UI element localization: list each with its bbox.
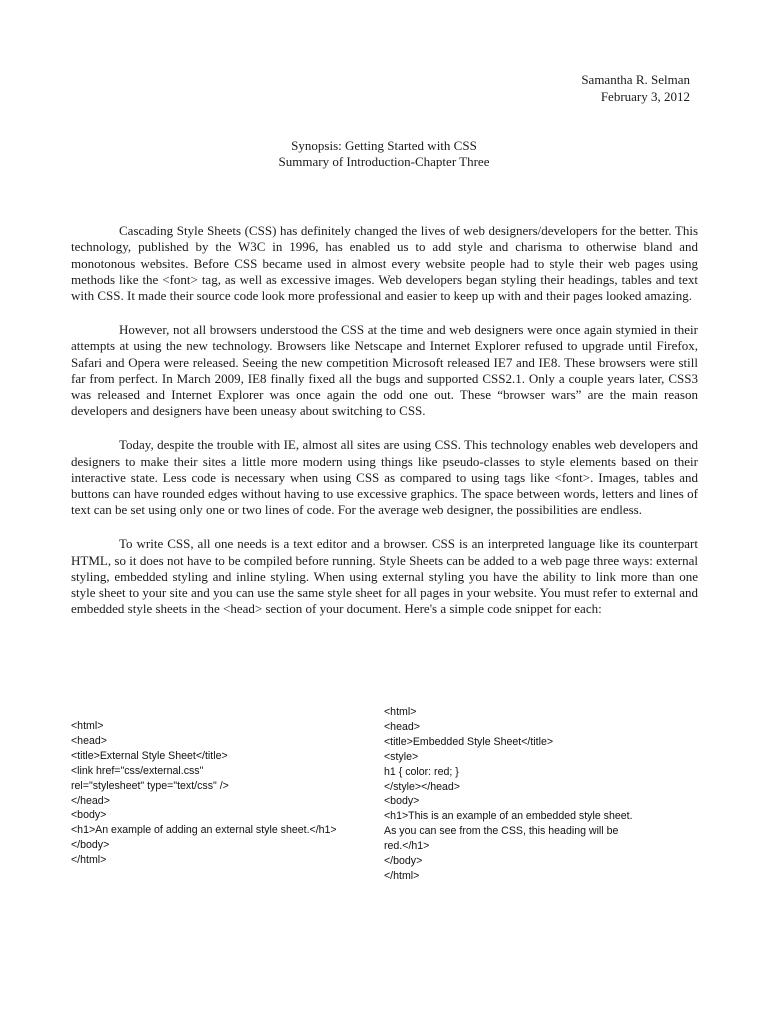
paragraph-2: However, not all browsers understood the CSS at the time and web designers were once again stymied in their attempts at using the new technology. Browsers like Netscape and Internet Explorer refused to upgrade until Firefox, Safari and Opera were released. Seeing the new competition Microsoft released IE7 and IE8. These browsers were still far from perfect. In March 2009, IE8 finally fixed all the bugs and supported CSS2.1. Only a couple years later, CSS3 was released and Internet Explorer was once again the odd one out. These “browser wars” are the main reason developers and designers have been uneasy about switching to CSS.: [71, 321, 698, 419]
code-line: <style>: [384, 750, 419, 763]
code-line: </body>: [384, 855, 423, 868]
code-line: </style></head>: [384, 780, 460, 793]
code-line: As you can see from the CSS, this heading will be: [384, 825, 619, 838]
title-line-1: Synopsis: Getting Started with CSS: [291, 138, 477, 153]
code-line: rel="stylesheet" type="text/css" />: [71, 779, 229, 792]
code-line: <title>Embedded Style Sheet</title>: [384, 735, 554, 748]
code-line: <html>: [71, 720, 104, 732]
code-line: red.</h1>: [384, 840, 430, 853]
code-line: <body>: [384, 795, 420, 808]
code-line: <body>: [71, 809, 107, 822]
embedded-style-code-snippet: [384, 705, 698, 884]
title-line-2: Summary of Introduction-Chapter Three: [278, 154, 490, 169]
code-line: <html>: [384, 706, 417, 718]
paragraph-3: Today, despite the trouble with IE, almost all sites are using CSS. This technology enables web developers and designers to make their sites a little more modern using things like pseudo-classes to style elements based on their interactive state. Less code is necessary when using CSS as compared to using tags like <font>. Images, tables and buttons can have rounded edges without having to use excessive graphics. The space between words, letters and lines of text can be set using only one or two lines of code. For the average web designer, the possibilities are endless.: [71, 437, 698, 518]
paragraph-1: Cascading Style Sheets (CSS) has definitely changed the lives of web designers/developers for the better. This technology, published by the W3C in 1996, has enabled us to add style and charisma to otherwise bland and monotonous websites. Before CSS became used in almost every website people had to style their web pages using methods like the <font> tag, as well as excessive images. Web developers began styling their headings, tables and text with CSS. It made their source code look more professional and easier to keep up with and their pages looked amazing.: [71, 223, 698, 304]
code-line: <link href="css/external.css": [71, 764, 204, 777]
code-line: <h1>This is an example of an embedded style sheet.: [384, 810, 633, 823]
code-line: </html>: [384, 869, 420, 882]
document-title: [0, 138, 768, 170]
author-name: Samantha R. Selman: [581, 72, 690, 87]
document-header: [581, 71, 690, 105]
code-line: <title>External Style Sheet</title>: [71, 749, 228, 762]
code-line: <head>: [384, 720, 420, 733]
code-line: <h1>An example of adding an external style sheet.</h1>: [71, 824, 337, 837]
code-line: </body>: [71, 839, 110, 852]
document-date: February 3, 2012: [600, 89, 690, 104]
external-style-code-snippet: [71, 719, 361, 868]
paragraph-4: To write CSS, all one needs is a text editor and a browser. CSS is an interpreted language like its counterpart HTML, so it does not have to be compiled before running. Style Sheets can be added to a web page three ways: external styling, embedded styling and inline styling. When using external styling you have the ability to link more than one style sheet to your site and you can use the same style sheet for all pages in your website. You must refer to external and embedded style sheets in the <head> section of your document. Here's a simple code snippet for each:: [71, 536, 698, 617]
code-line: h1 { color: red; }: [384, 765, 459, 778]
body-text: [71, 223, 698, 635]
code-line: <head>: [71, 734, 107, 747]
code-line: </head>: [71, 794, 110, 807]
code-line: </html>: [71, 854, 107, 867]
